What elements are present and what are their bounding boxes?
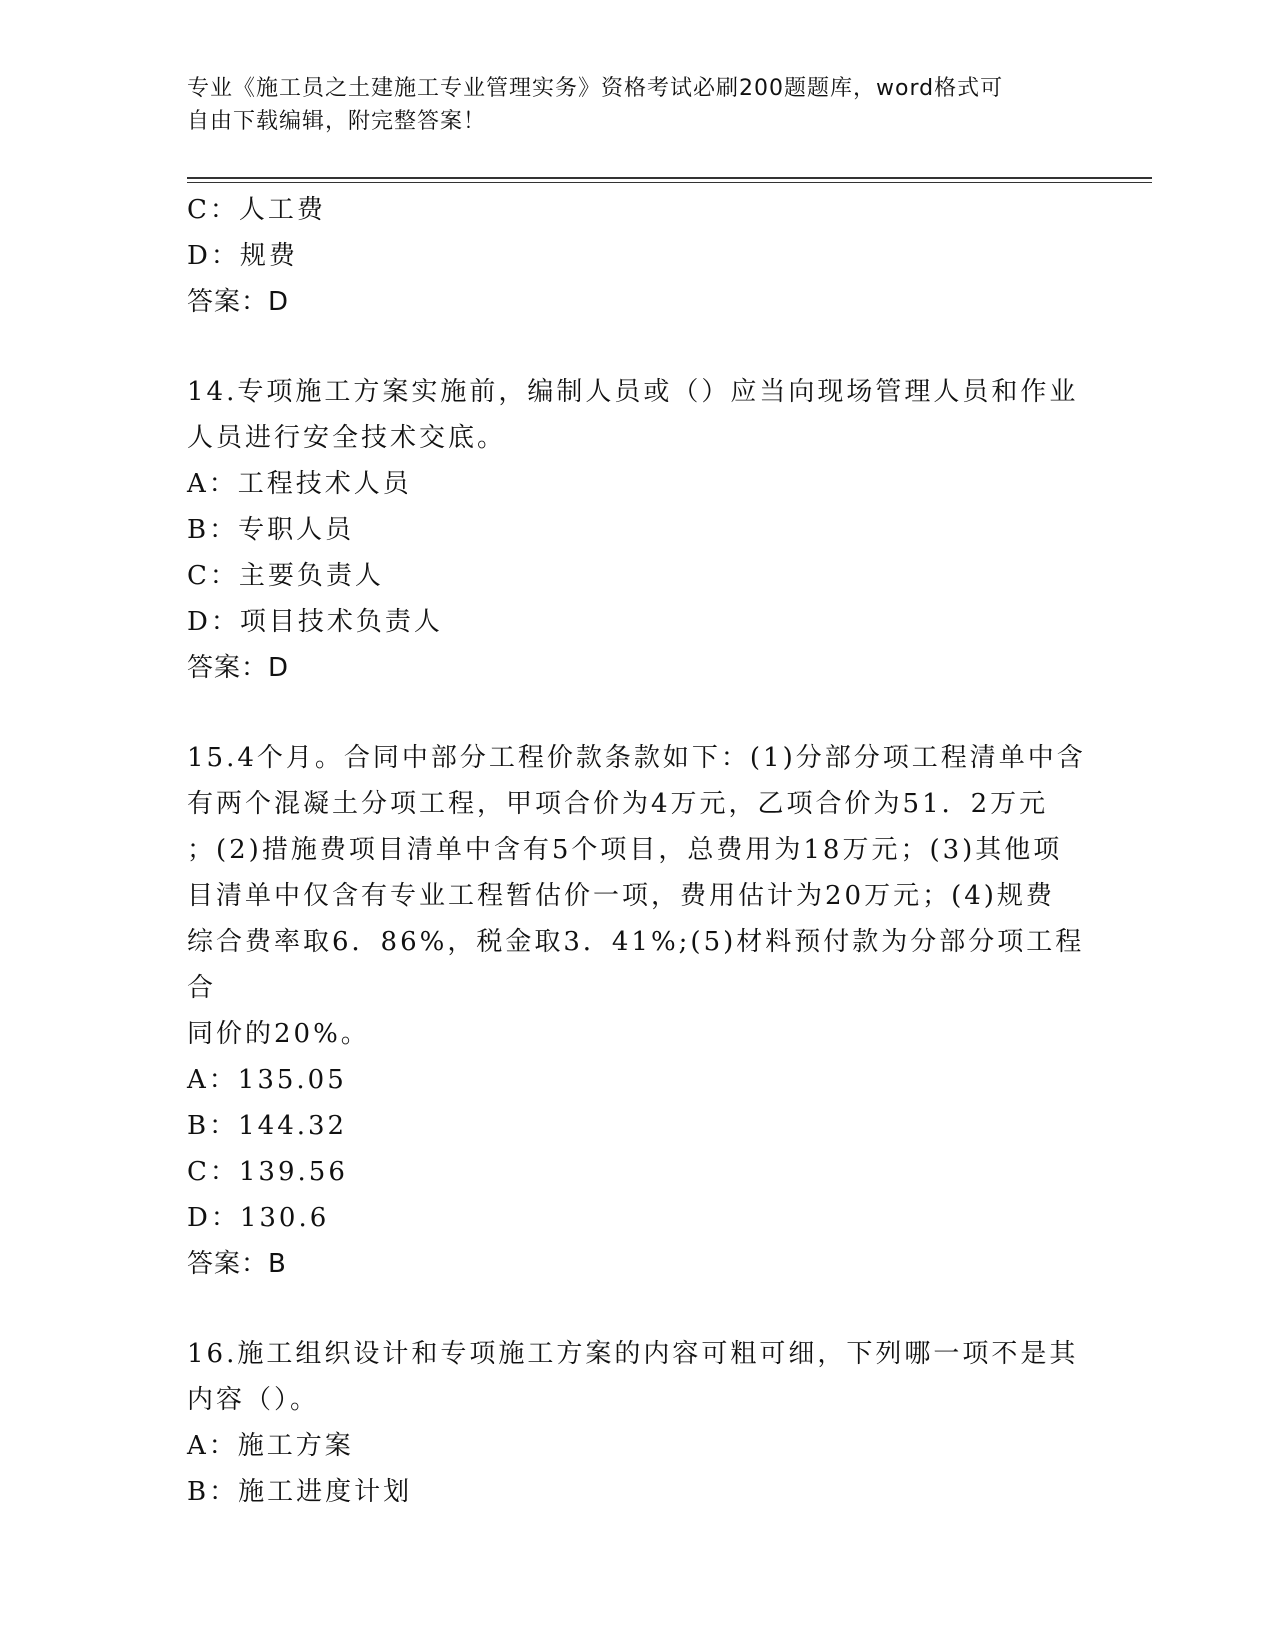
option-d: D：规费 [187,241,298,271]
option-d: D：130.6 [187,1203,330,1233]
answer-line: 答案：D [187,287,290,317]
question-13-tail [187,187,1087,325]
option-c: C：主要负责人 [187,561,384,591]
header-line-2: 自由下载编辑，附完整答案！ [187,109,487,134]
option-b: B：144.32 [187,1111,348,1141]
question-text: 16.施工组织设计和专项施工方案的内容可粗可细，下列哪一项不是其 内容（）。 [187,1339,1079,1415]
question-text: 14.专项施工方案实施前，编制人员或（）应当向现场管理人员和作业 人员进行安全技术交底。 [187,377,1079,453]
header-divider-thin [187,182,1152,183]
spacer [187,691,1087,735]
option-c: C：139.56 [187,1157,348,1187]
option-b: B：施工进度计划 [187,1477,413,1507]
header-line-1: 专业《施工员之土建施工专业管理实务》资格考试必刷200题题库，word格式可 [187,76,1004,101]
option-d: D：项目技术负责人 [187,607,443,637]
answer-line: 答案：B [187,1249,287,1279]
answer-line: 答案：D [187,653,290,683]
option-a: A：工程技术人员 [187,469,412,499]
question-16 [187,1331,1087,1515]
option-c: C：人工费 [187,195,326,225]
question-14 [187,369,1087,691]
spacer [187,325,1087,369]
header-divider-thick [187,177,1152,179]
question-15 [187,735,1087,1287]
option-a: A：施工方案 [187,1431,354,1461]
question-text: 15.4个月。合同中部分工程价款条款如下：(1)分部分项工程清单中含 有两个混凝土分项工程，甲项合价为4万元，乙项合价为51．2万元 ；(2)措施费项目清单中含有5个项目，总费用为18万元；(3)其他项 目清单中仅含有专业工程暂估价一项，费用估计为20万元；(4)规费 综合费率取6．86%，税金取3．41%;(5)材料预付款为分部分项工程合 同价的20%。 [187,743,1086,1049]
option-a: A：135.05 [187,1065,347,1095]
document-header [187,72,1067,138]
spacer [187,1287,1087,1331]
option-b: B：专职人员 [187,515,355,545]
question-content [187,187,1087,1515]
